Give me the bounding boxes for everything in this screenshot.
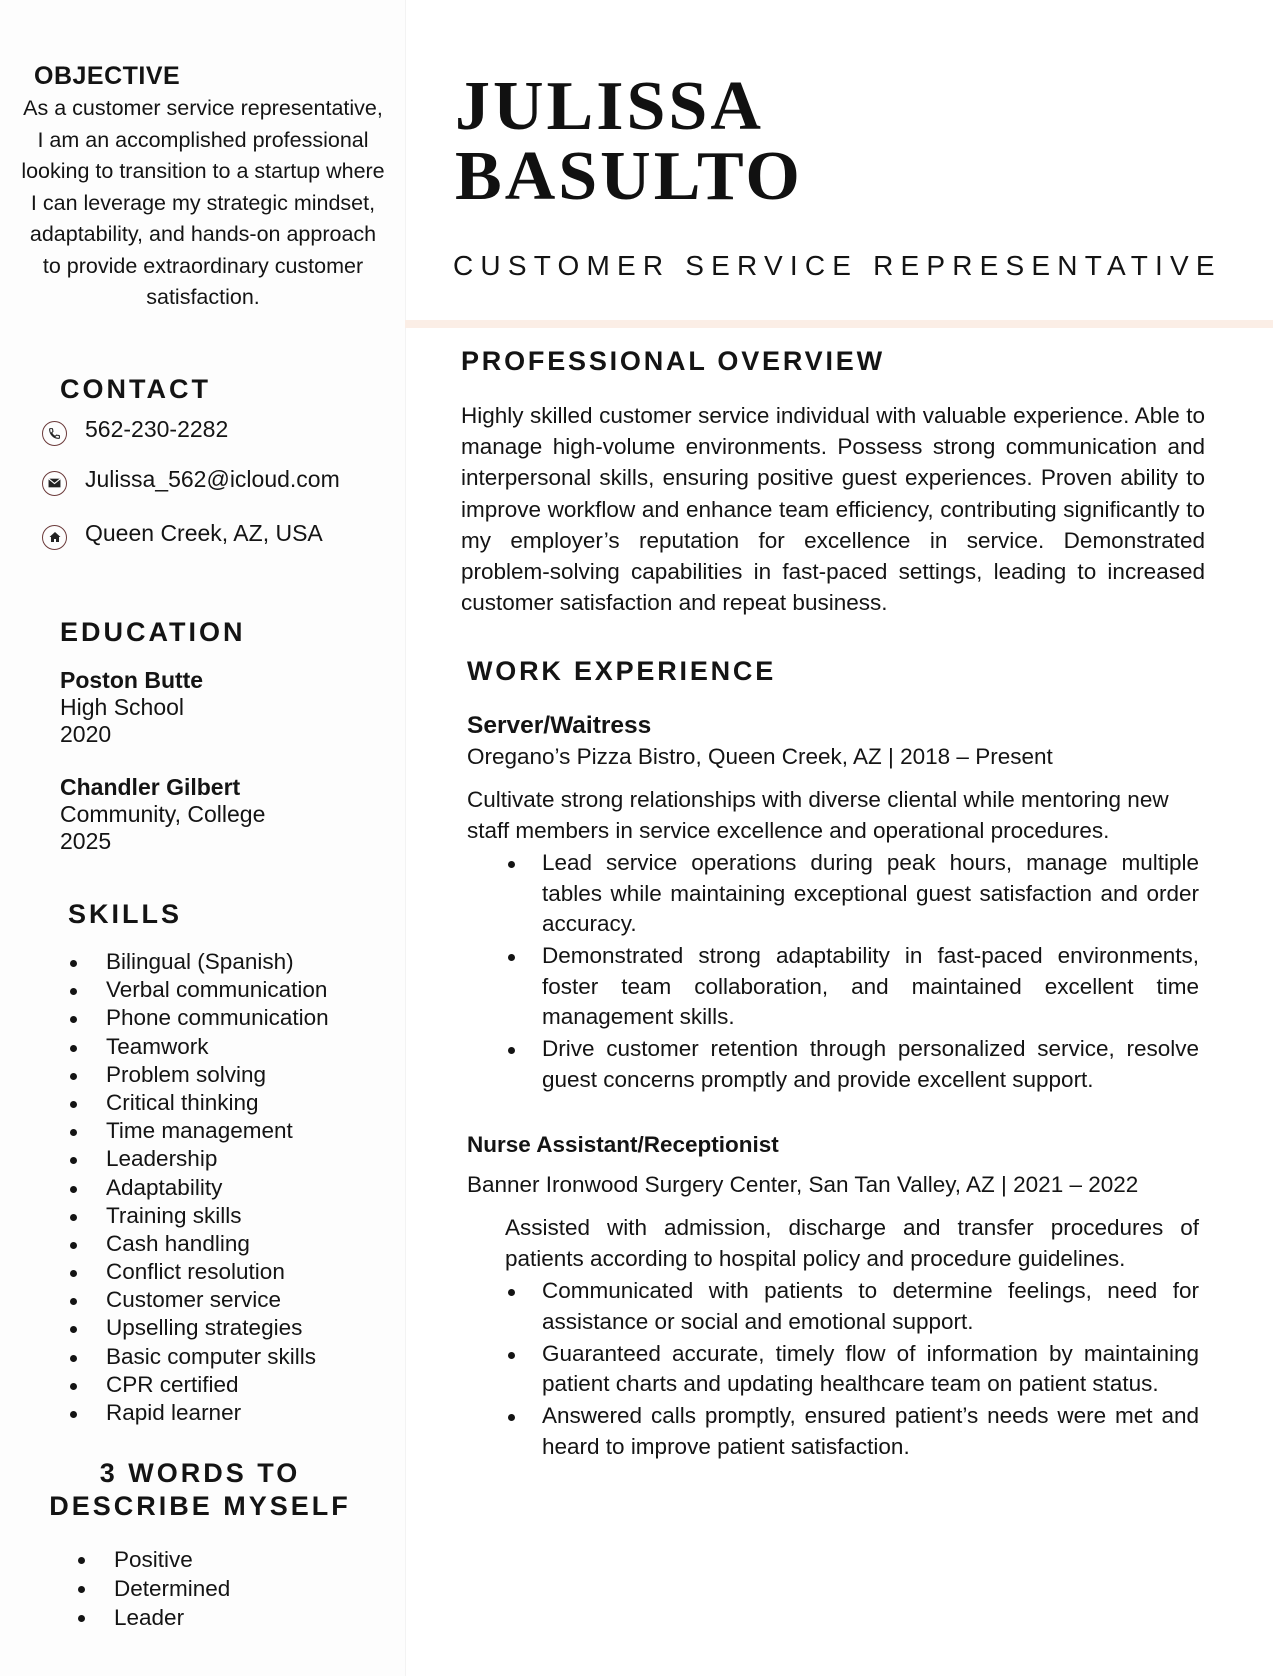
- bullet-icon: [508, 861, 515, 868]
- bullet-icon: [78, 1615, 85, 1622]
- bullet-icon: [70, 1214, 77, 1221]
- job-bullet: Lead service operations during peak hours, manage multiple tables while maintaining exceptional guest satisfaction and order accuracy.: [467, 848, 1199, 940]
- objective-text: As a customer service representative, I am an accomplished professional looking to transition to a startup where I can leverage my strategic mindset, adaptability, and hands-on approach to provide extraordinary customer satisfaction.: [21, 96, 385, 309]
- bullet-icon: [70, 960, 77, 967]
- skill-item: Teamwork: [66, 1033, 329, 1061]
- education-year: 2025: [60, 828, 112, 854]
- first-name: JULISSA: [455, 68, 764, 145]
- education-heading: EDUCATION: [60, 617, 246, 647]
- skill-item: Cash handling: [66, 1230, 329, 1258]
- skills-list: [66, 948, 329, 1427]
- skill-item: Problem solving: [66, 1061, 329, 1089]
- job-title-heading: CUSTOMER SERVICE REPRESENTATIVE: [453, 250, 1222, 281]
- education-entry: [60, 774, 265, 855]
- education-entry: [60, 667, 203, 748]
- bullet-icon: [70, 1016, 77, 1023]
- bullet-icon: [508, 1289, 515, 1296]
- job-description: Assisted with admission, discharge and transfer procedures of patients according to hospital policy and procedure guidelines.: [505, 1215, 1199, 1271]
- contact-phone[interactable]: 562-230-2282: [85, 415, 229, 442]
- words-heading-line: 3 WORDS TO: [99, 1458, 301, 1488]
- bullet-icon: [70, 1101, 77, 1108]
- bullet-icon: [70, 1045, 77, 1052]
- skill-item: Conflict resolution: [66, 1258, 329, 1286]
- phone-icon: [42, 421, 67, 446]
- skill-item: CPR certified: [66, 1371, 329, 1399]
- contact-heading: CONTACT: [60, 374, 211, 404]
- education-type: High School: [60, 694, 185, 720]
- job-bullet: Answered calls promptly, ensured patient’s needs were met and heard to improve patient satisfaction.: [467, 1401, 1199, 1462]
- bullet-icon: [70, 1129, 77, 1136]
- skill-item: Phone communication: [66, 1004, 329, 1032]
- email-icon: [42, 471, 67, 496]
- skill-item: Adaptability: [66, 1174, 329, 1202]
- bullet-icon: [70, 1186, 77, 1193]
- words-list: [74, 1545, 230, 1632]
- work-heading: WORK EXPERIENCE: [467, 656, 777, 686]
- bullet-icon: [78, 1557, 85, 1564]
- job-title: Server/Waitress: [467, 712, 652, 739]
- bullet-icon: [508, 954, 515, 961]
- bullet-icon: [70, 1355, 77, 1362]
- header-divider: [405, 320, 1273, 328]
- bullet-icon: [70, 1157, 77, 1164]
- contact-email-row: [42, 464, 340, 494]
- bullet-icon: [508, 1414, 515, 1421]
- overview-heading: PROFESSIONAL OVERVIEW: [461, 346, 885, 376]
- job-bullet-list: [467, 1276, 1199, 1464]
- skill-item: Rapid learner: [66, 1399, 329, 1427]
- job-subtitle: Oregano’s Pizza Bistro, Queen Creek, AZ | 2018 – Present: [467, 744, 1053, 769]
- objective-heading: OBJECTIVE: [34, 62, 181, 90]
- skill-item: Bilingual (Spanish): [66, 948, 329, 976]
- job-bullet: Guaranteed accurate, timely flow of information by maintaining patient charts and updating healthcare team on patient status.: [467, 1339, 1199, 1400]
- contact-location: Queen Creek, AZ, USA: [85, 519, 323, 546]
- job-bullet: Drive customer retention through personalized service, resolve guest concerns promptly and provide excellent support.: [467, 1034, 1199, 1095]
- word-item: Leader: [74, 1603, 230, 1632]
- bullet-icon: [508, 1047, 515, 1054]
- education-type: Community, College: [60, 801, 266, 827]
- words-heading: [30, 1457, 370, 1523]
- education-school: Poston Butte: [60, 667, 204, 693]
- bullet-icon: [70, 988, 77, 995]
- name-heading: [455, 68, 803, 215]
- word-item: Determined: [74, 1574, 230, 1603]
- job-subtitle: Banner Ironwood Surgery Center, San Tan Valley, AZ | 2021 – 2022: [467, 1172, 1139, 1197]
- skill-item: Time management: [66, 1117, 329, 1145]
- contact-phone-row: [42, 414, 228, 444]
- skill-item: Leadership: [66, 1145, 329, 1173]
- education-year: 2020: [60, 721, 112, 747]
- contact-location-row: [42, 518, 323, 548]
- contact-email[interactable]: Julissa_562@icloud.com: [85, 465, 340, 492]
- job-title: Nurse Assistant/Receptionist: [467, 1132, 779, 1157]
- bullet-icon: [70, 1383, 77, 1390]
- overview-text: Highly skilled customer service individual with valuable experience. Able to manage high-volume environments. Possess strong communication and interpersonal skills, ensuring positive guest experiences. Proven ability to improve workflow and enhance team efficiency, contributing significantly to my employer’s reputation for excellence in service. Demonstrated problem-solving capabilities in fast-paced settings, leading to increased customer satisfaction and repeat business.: [461, 403, 1205, 616]
- job-bullet-list: [467, 848, 1199, 1097]
- words-heading-line: DESCRIBE MYSELF: [49, 1491, 351, 1521]
- bullet-icon: [508, 1352, 515, 1359]
- word-item: Positive: [74, 1545, 230, 1574]
- skill-item: Customer service: [66, 1286, 329, 1314]
- bullet-icon: [78, 1586, 85, 1593]
- job-bullet: Demonstrated strong adaptability in fast-paced environments, foster team collaboration, and maintained excellent time management skills.: [467, 941, 1199, 1033]
- skill-item: Basic computer skills: [66, 1343, 329, 1371]
- bullet-icon: [70, 1411, 77, 1418]
- bullet-icon: [70, 1326, 77, 1333]
- bullet-icon: [70, 1298, 77, 1305]
- skills-heading: SKILLS: [68, 899, 183, 929]
- job-description: Cultivate strong relationships with diverse cliental while mentoring new staff members in service excellence and operational procedures.: [467, 787, 1169, 843]
- home-icon: [42, 525, 67, 550]
- job-bullet: Communicated with patients to determine feelings, need for assistance or social and emotional support.: [467, 1276, 1199, 1337]
- education-school: Chandler Gilbert: [60, 774, 241, 800]
- skill-item: Critical thinking: [66, 1089, 329, 1117]
- last-name: BASULTO: [455, 138, 803, 215]
- skill-item: Upselling strategies: [66, 1314, 329, 1342]
- skill-item: Training skills: [66, 1202, 329, 1230]
- bullet-icon: [70, 1242, 77, 1249]
- skill-item: Verbal communication: [66, 976, 329, 1004]
- bullet-icon: [70, 1270, 77, 1277]
- bullet-icon: [70, 1073, 77, 1080]
